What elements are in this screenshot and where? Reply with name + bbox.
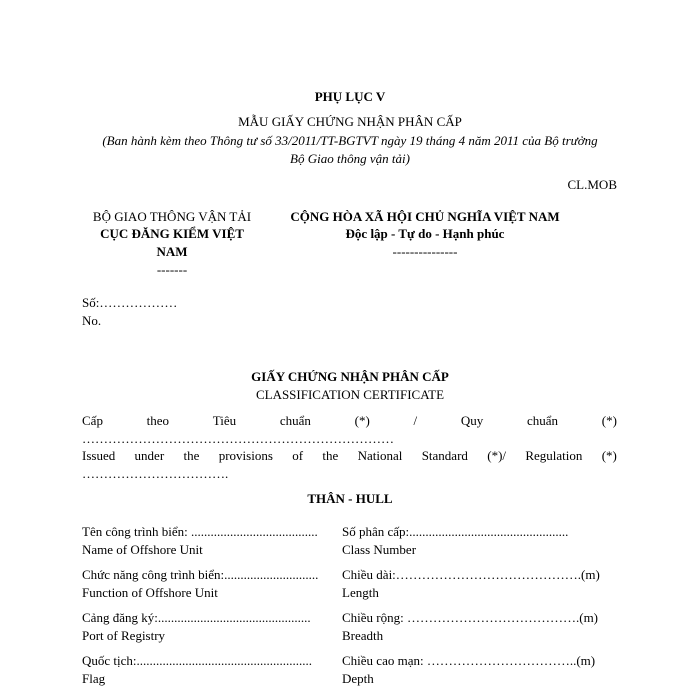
issuance-word: Issued xyxy=(82,448,116,463)
field-function-vi: Chức năng công trình biển:............................. xyxy=(82,567,319,582)
issuance-word: (*)/ xyxy=(487,448,507,463)
issuance-word: theo xyxy=(146,413,170,428)
field-flag-en: Flag xyxy=(82,671,106,686)
issuance-word: (*) xyxy=(601,413,617,428)
national-country: CỘNG HÒA XÃ HỘI CHỦ NGHĨA VIỆT NAM xyxy=(290,209,560,224)
issuance-word: Regulation xyxy=(525,448,583,463)
certificate-title-vi: GIẤY CHỨNG NHẬN PHÂN CẤP xyxy=(251,369,449,384)
issuance-word: provisions xyxy=(218,448,273,463)
issuer-department-line-2: NAM xyxy=(156,244,188,259)
issuance-word: the xyxy=(322,448,339,463)
certificate-title-en: CLASSIFICATION CERTIFICATE xyxy=(255,387,445,402)
field-depth-vi: Chiều cao mạn: ……………………………..(m) xyxy=(342,653,596,668)
decree-line-2: Bộ Giao thông vận tải) xyxy=(290,151,410,166)
section-title: THÂN - HULL xyxy=(307,491,393,506)
issuance-line-vi xyxy=(82,413,617,429)
issuance-word: the xyxy=(183,448,200,463)
decree-line-1: (Ban hành kèm theo Thông tư số 33/2011/TT-BGTVT ngày 19 tháng 4 năm 2011 của Bộ trưởng xyxy=(102,133,598,148)
issuance-word: Tiêu xyxy=(212,413,237,428)
appendix-title: PHỤ LỤC V xyxy=(314,89,386,104)
issuance-word: Cấp xyxy=(82,413,103,428)
field-length-en: Length xyxy=(342,585,379,600)
issuance-word: Quy xyxy=(460,413,484,428)
issuance-word: chuẩn xyxy=(526,413,559,428)
national-divider: --------------- xyxy=(392,244,458,259)
field-class-number-vi: Số phân cấp:................................................. xyxy=(342,524,569,539)
issuance-en-dots: ……………………………. xyxy=(82,466,229,481)
number-label-vi: Số:……………… xyxy=(82,295,178,310)
issuance-word: chuẩn xyxy=(279,413,311,428)
form-code: CL.MOB xyxy=(567,177,617,192)
issuance-word: / xyxy=(413,413,418,428)
issuance-word: (*) xyxy=(601,448,617,463)
field-offshore-unit-name-en: Name of Offshore Unit xyxy=(82,542,203,557)
field-breadth-en: Breadth xyxy=(342,628,384,643)
issuance-vi-dots: ……………………………………………………………… xyxy=(82,431,394,446)
issuance-word: of xyxy=(292,448,304,463)
issuer-department-line-1: CỤC ĐĂNG KIỂM VIỆT xyxy=(100,226,244,241)
field-breadth-vi: Chiều rộng: ………………………………….(m) xyxy=(342,610,599,625)
field-function-en: Function of Offshore Unit xyxy=(82,585,218,600)
issuer-ministry: BỘ GIAO THÔNG VẬN TẢI xyxy=(92,209,252,224)
field-length-vi: Chiều dài:…………………………………….(m) xyxy=(342,567,600,582)
issuance-line-en xyxy=(82,448,617,464)
number-label-en: No. xyxy=(82,313,102,328)
field-flag-vi: Quốc tịch:...................................................... xyxy=(82,653,313,668)
field-offshore-unit-name-vi: Tên công trình biển: ....................................... xyxy=(82,524,318,539)
issuance-word: (*) xyxy=(354,413,370,428)
issuance-word: National xyxy=(357,448,403,463)
issuance-word: Standard xyxy=(421,448,468,463)
national-motto: Độc lập - Tự do - Hạnh phúc xyxy=(345,226,505,241)
field-depth-en: Depth xyxy=(342,671,374,686)
issuance-word: under xyxy=(134,448,165,463)
field-port-registry-en: Port of Registry xyxy=(82,628,166,643)
field-port-registry-vi: Cảng đăng ký:............................................... xyxy=(82,610,311,625)
form-title: MẪU GIẤY CHỨNG NHẬN PHÂN CẤP xyxy=(238,114,462,129)
issuer-divider: ------- xyxy=(156,262,188,277)
field-class-number-en: Class Number xyxy=(342,542,417,557)
